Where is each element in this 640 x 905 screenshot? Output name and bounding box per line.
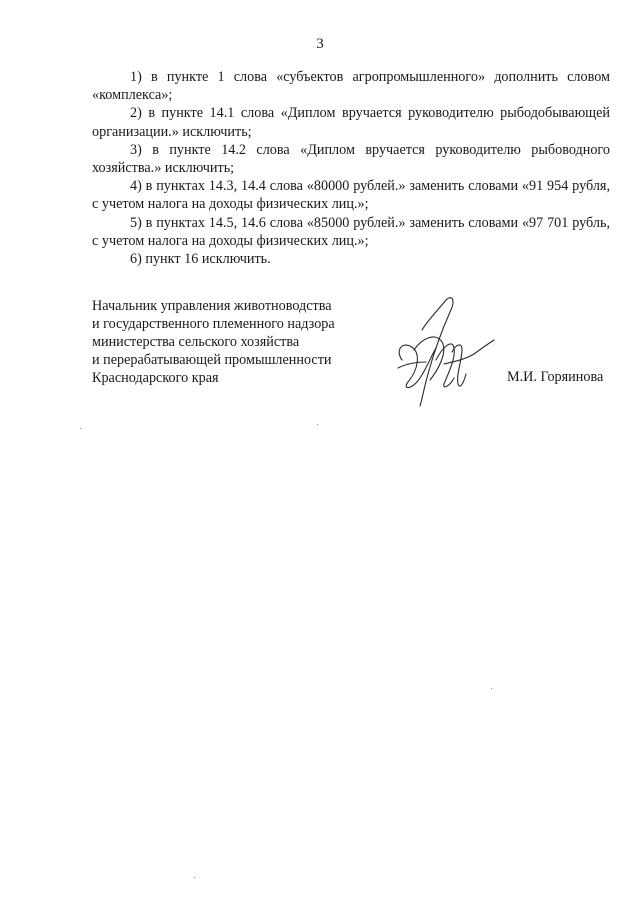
amendment-item-4: 4) в пунктах 14.3, 14.4 слова «80000 рублей.» заменить словами «91 954 рубля, с учетом налога на доходы физических лиц.»; xyxy=(92,178,610,213)
amendment-item-2: 2) в пункте 14.1 слова «Диплом вручается руководителю рыбодобывающей организации.» исключить; xyxy=(92,105,610,140)
amendment-item-1: 1) в пункте 1 слова «субъектов агропромышленного» дополнить словом «комплекса»; xyxy=(92,69,610,104)
signatory-title-line: министерства сельского хозяйства xyxy=(92,334,300,350)
signatory-title-line: и перерабатывающей промышленности xyxy=(92,352,332,368)
scan-speck xyxy=(80,428,81,429)
signatory-title-line: Начальник управления животноводства xyxy=(92,298,332,314)
scan-speck xyxy=(491,688,492,689)
amendment-item-5: 5) в пунктах 14.5, 14.6 слова «85000 рублей.» заменить словами «97 701 рубль, с учетом налога на доходы физических лиц.»; xyxy=(92,214,610,249)
signer-name: М.И. Горяинова xyxy=(507,369,604,385)
handwritten-signature xyxy=(392,290,497,408)
signatory-title-line: Краснодарского края xyxy=(92,370,219,386)
amendments-list xyxy=(92,68,610,268)
scan-speck xyxy=(194,877,195,878)
page-number: 3 xyxy=(316,36,324,52)
signatory-title-line: и государственного племенного надзора xyxy=(92,316,335,332)
amendment-item-3: 3) в пункте 14.2 слова «Диплом вручается руководителю рыбоводного хозяйства.» исключить; xyxy=(92,141,610,177)
amendment-item-6: 6) пункт 16 исключить. xyxy=(130,251,271,268)
scan-speck xyxy=(317,424,318,425)
signatory-title xyxy=(92,297,392,387)
